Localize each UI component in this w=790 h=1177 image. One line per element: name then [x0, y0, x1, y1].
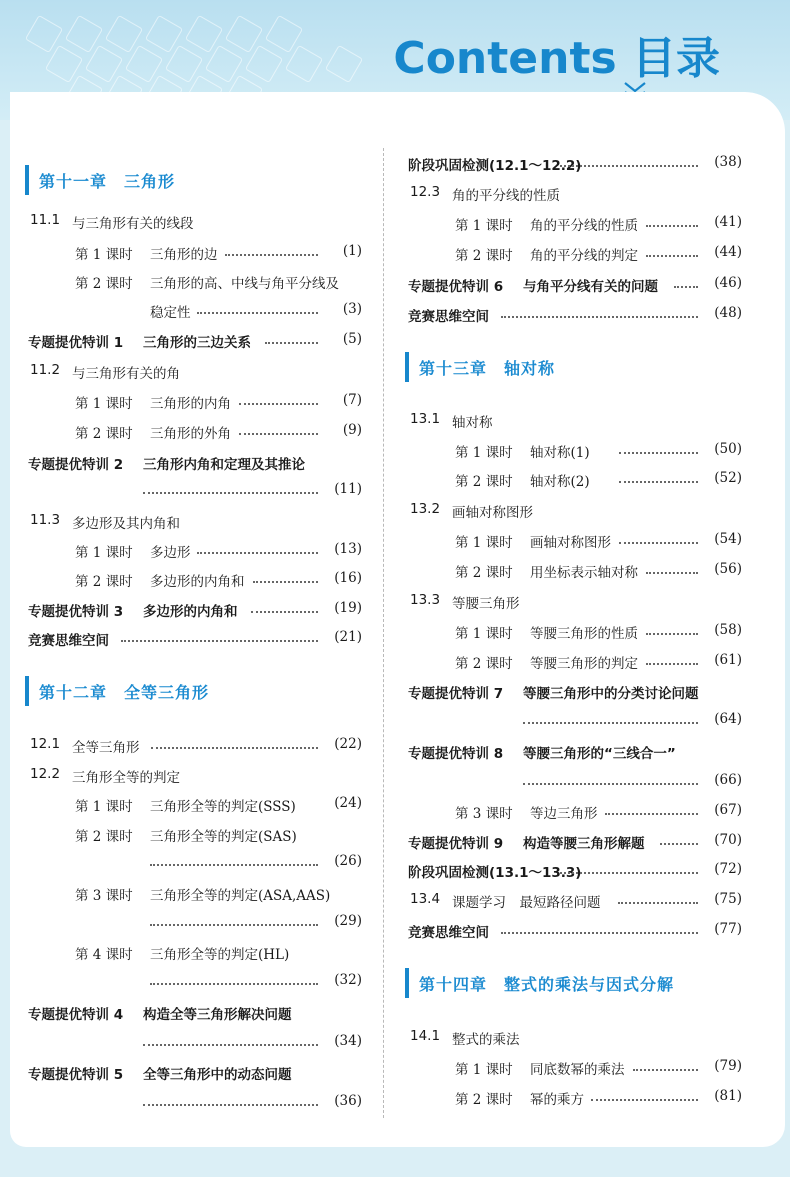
dot-leader: [121, 640, 318, 642]
page-number: (48): [714, 305, 742, 321]
dot-leader: [591, 1099, 698, 1101]
dot-leader: [225, 254, 318, 256]
section-number: 11.3: [30, 512, 61, 528]
dot-leader: [150, 864, 318, 866]
lesson-title: 同底数幂的乘法: [530, 1062, 625, 1078]
special-title: 三角形内角和定理及其推论: [143, 457, 305, 473]
lesson-title: 三角形的边: [150, 247, 218, 263]
lesson-number: 第 2 课时: [75, 829, 133, 845]
page-number: (16): [334, 570, 362, 586]
bold-entry: 阶段巩固检测(12.1～12.2): [408, 158, 582, 174]
section-title: 多边形及其内角和: [72, 516, 180, 532]
lesson-number: 第 1 课时: [75, 247, 133, 263]
lesson-title: 画轴对称图形: [530, 535, 611, 551]
section-title: 画轴对称图形: [452, 505, 533, 521]
lesson-title: 多边形: [150, 545, 191, 561]
lesson-number: 第 2 课时: [75, 276, 133, 292]
dot-leader: [646, 255, 698, 257]
page-number: (9): [342, 422, 362, 438]
lesson-number: 第 1 课时: [455, 445, 513, 461]
page-number: (52): [714, 470, 742, 486]
lesson-title: 角的平分线的性质: [530, 218, 638, 234]
lesson-title: 等边三角形: [530, 806, 598, 822]
page-number: (72): [714, 861, 742, 877]
lesson-title: 三角形全等的判定(ASA,AAS): [150, 888, 331, 904]
dot-leader: [646, 572, 698, 574]
section-title: 整式的乘法: [452, 1032, 520, 1048]
dot-leader: [619, 542, 698, 544]
lesson-number: 第 1 课时: [75, 396, 133, 412]
page-number: (11): [334, 481, 362, 497]
special-label: 专题提优特训 4: [28, 1007, 124, 1023]
dot-leader: [633, 1069, 698, 1071]
lesson-number: 第 3 课时: [455, 806, 513, 822]
bold-entry: 竞赛思维空间: [408, 925, 489, 941]
bold-entry: 竞赛思维空间: [408, 309, 489, 325]
lesson-number: 第 2 课时: [455, 248, 513, 264]
lesson-number: 第 2 课时: [75, 574, 133, 590]
dot-leader: [151, 747, 319, 749]
chapter-bar: [405, 968, 409, 998]
dot-leader: [239, 403, 318, 405]
lesson-number: 第 3 课时: [75, 888, 133, 904]
section-title: 轴对称: [452, 415, 493, 431]
dot-leader: [646, 225, 698, 227]
special-label: 专题提优特训 3: [28, 604, 124, 620]
special-title: 三角形的三边关系: [143, 335, 251, 351]
section-title: 三角形全等的判定: [72, 770, 180, 786]
dot-leader: [619, 481, 698, 483]
special-label: 专题提优特训 7: [408, 686, 504, 702]
lesson-title: 轴对称(1): [530, 445, 590, 461]
lesson-number: 第 1 课时: [455, 626, 513, 642]
chapter-heading: [405, 968, 674, 998]
dot-leader: [560, 872, 698, 874]
dot-leader: [251, 611, 319, 613]
chapter-bar: [405, 352, 409, 382]
dot-leader: [605, 813, 698, 815]
lesson-title: 幂的乘方: [530, 1092, 584, 1108]
lesson-title: 轴对称(2): [530, 474, 590, 490]
dot-leader: [501, 932, 698, 934]
dot-leader: [674, 286, 698, 288]
chapter-heading: [25, 165, 175, 195]
page-number: (46): [714, 275, 742, 291]
lesson-title: 三角形的高、中线与角平分线及: [150, 276, 339, 292]
page-number: (24): [334, 795, 362, 811]
lesson-title: 角的平分线的判定: [530, 248, 638, 264]
page-number: (26): [334, 853, 362, 869]
page-number: (19): [334, 600, 362, 616]
page-number: (70): [714, 832, 742, 848]
page-number: (13): [334, 541, 362, 557]
column-divider: [383, 148, 385, 1118]
lesson-number: 第 2 课时: [455, 656, 513, 672]
section-number: 11.1: [30, 212, 61, 228]
section-title: 与三角形有关的线段: [72, 216, 194, 232]
page-number: (79): [714, 1058, 742, 1074]
chapter-title: 第十一章 三角形: [39, 171, 176, 191]
lesson-title: 三角形全等的判定(SSS): [150, 799, 296, 815]
section-title: 角的平分线的性质: [452, 188, 560, 204]
special-label: 专题提优特训 9: [408, 836, 504, 852]
section-title: 与三角形有关的角: [72, 366, 180, 382]
page-number: (5): [342, 331, 362, 347]
lesson-number: 第 1 课时: [455, 1062, 513, 1078]
page-number: (66): [714, 772, 742, 788]
dot-leader: [150, 924, 318, 926]
lesson-title: 三角形的外角: [150, 426, 231, 442]
bold-entry: 竞赛思维空间: [28, 633, 109, 649]
page-number: (1): [342, 243, 362, 259]
dot-leader: [660, 843, 699, 845]
dot-leader: [197, 312, 318, 314]
chapter-title: 第十二章 全等三角形: [39, 682, 210, 702]
page-number: (41): [714, 214, 742, 230]
page-number: (54): [714, 531, 742, 547]
page-number: (75): [714, 891, 742, 907]
chapter-heading: [405, 352, 555, 382]
section-number: 12.3: [410, 184, 441, 200]
dot-leader: [523, 783, 698, 785]
section-number: 11.2: [30, 362, 61, 378]
page-number: (56): [714, 561, 742, 577]
special-label: 专题提优特训 8: [408, 746, 504, 762]
lesson-number: 第 2 课时: [455, 474, 513, 490]
section-number: 12.2: [30, 766, 61, 782]
lesson-number: 第 1 课时: [75, 799, 133, 815]
page-number: (77): [714, 921, 742, 937]
special-label: 专题提优特训 5: [28, 1067, 124, 1083]
page-number: (21): [334, 629, 362, 645]
lesson-number: 第 1 课时: [455, 535, 513, 551]
page-number: (22): [334, 736, 362, 752]
special-label: 专题提优特训 2: [28, 457, 124, 473]
dot-leader: [523, 722, 698, 724]
page-number: (3): [342, 301, 362, 317]
section-title: 等腰三角形: [452, 596, 520, 612]
special-title: 构造等腰三角形解题: [523, 836, 645, 852]
section-number: 13.4: [410, 891, 441, 907]
dot-leader: [197, 552, 318, 554]
page-number: (58): [714, 622, 742, 638]
page-number: (38): [714, 154, 742, 170]
dot-leader: [619, 452, 698, 454]
chapter-bar: [25, 676, 29, 706]
page-number: (50): [714, 441, 742, 457]
chapter-bar: [25, 165, 29, 195]
lesson-title: 多边形的内角和: [150, 574, 245, 590]
lesson-title: 三角形全等的判定(HL): [150, 947, 290, 963]
special-title: 构造全等三角形解决问题: [143, 1007, 292, 1023]
dot-leader: [253, 581, 318, 583]
chapter-title: 第十三章 轴对称: [419, 358, 556, 378]
dot-leader: [646, 633, 698, 635]
special-title: 多边形的内角和: [143, 604, 238, 620]
lesson-number: 第 2 课时: [455, 1092, 513, 1108]
section-number: 12.1: [30, 736, 61, 752]
lesson-number: 第 4 课时: [75, 947, 133, 963]
lesson-title: 等腰三角形的性质: [530, 626, 638, 642]
lesson-title: 等腰三角形的判定: [530, 656, 638, 672]
section-number: 14.1: [410, 1028, 441, 1044]
special-title: 与角平分线有关的问题: [523, 279, 658, 295]
page-number: (36): [334, 1093, 362, 1109]
page-number: (29): [334, 913, 362, 929]
dot-leader: [560, 165, 698, 167]
section-title: 全等三角形: [72, 740, 140, 756]
lesson-number: 第 2 课时: [75, 426, 133, 442]
dot-leader: [143, 492, 318, 494]
page-number: (34): [334, 1033, 362, 1049]
lesson-title: 三角形全等的判定(SAS): [150, 829, 297, 845]
dot-leader: [646, 663, 698, 665]
dot-leader: [618, 902, 699, 904]
page-number: (7): [342, 392, 362, 408]
lesson-title: 稳定性: [150, 305, 191, 321]
page-number: (44): [714, 244, 742, 260]
chapter-title: 第十四章 整式的乘法与因式分解: [419, 974, 675, 994]
lesson-number: 第 2 课时: [455, 565, 513, 581]
bold-entry: 阶段巩固检测(13.1～13.3): [408, 865, 582, 881]
special-title: 等腰三角形的“三线合一”: [523, 746, 676, 762]
chapter-heading: [25, 676, 209, 706]
lesson-title: 三角形的内角: [150, 396, 231, 412]
section-title: 课题学习 最短路径问题: [452, 895, 601, 911]
dot-leader: [501, 316, 698, 318]
page-number: (32): [334, 972, 362, 988]
dot-leader: [143, 1044, 318, 1046]
lesson-title: 用坐标表示轴对称: [530, 565, 638, 581]
special-title: 全等三角形中的动态问题: [143, 1067, 292, 1083]
page-number: (67): [714, 802, 742, 818]
page-number: (61): [714, 652, 742, 668]
lesson-number: 第 1 课时: [75, 545, 133, 561]
dot-leader: [265, 342, 318, 344]
dot-leader: [143, 1104, 318, 1106]
section-number: 13.1: [410, 411, 441, 427]
page-title: Contents 目录: [393, 33, 720, 84]
special-title: 等腰三角形中的分类讨论问题: [523, 686, 699, 702]
dot-leader: [150, 983, 318, 985]
section-number: 13.2: [410, 501, 441, 517]
page-number: (64): [714, 711, 742, 727]
lesson-number: 第 1 课时: [455, 218, 513, 234]
special-label: 专题提优特训 1: [28, 335, 124, 351]
special-label: 专题提优特训 6: [408, 279, 504, 295]
page-number: (81): [714, 1088, 742, 1104]
section-number: 13.3: [410, 592, 441, 608]
dot-leader: [239, 433, 318, 435]
